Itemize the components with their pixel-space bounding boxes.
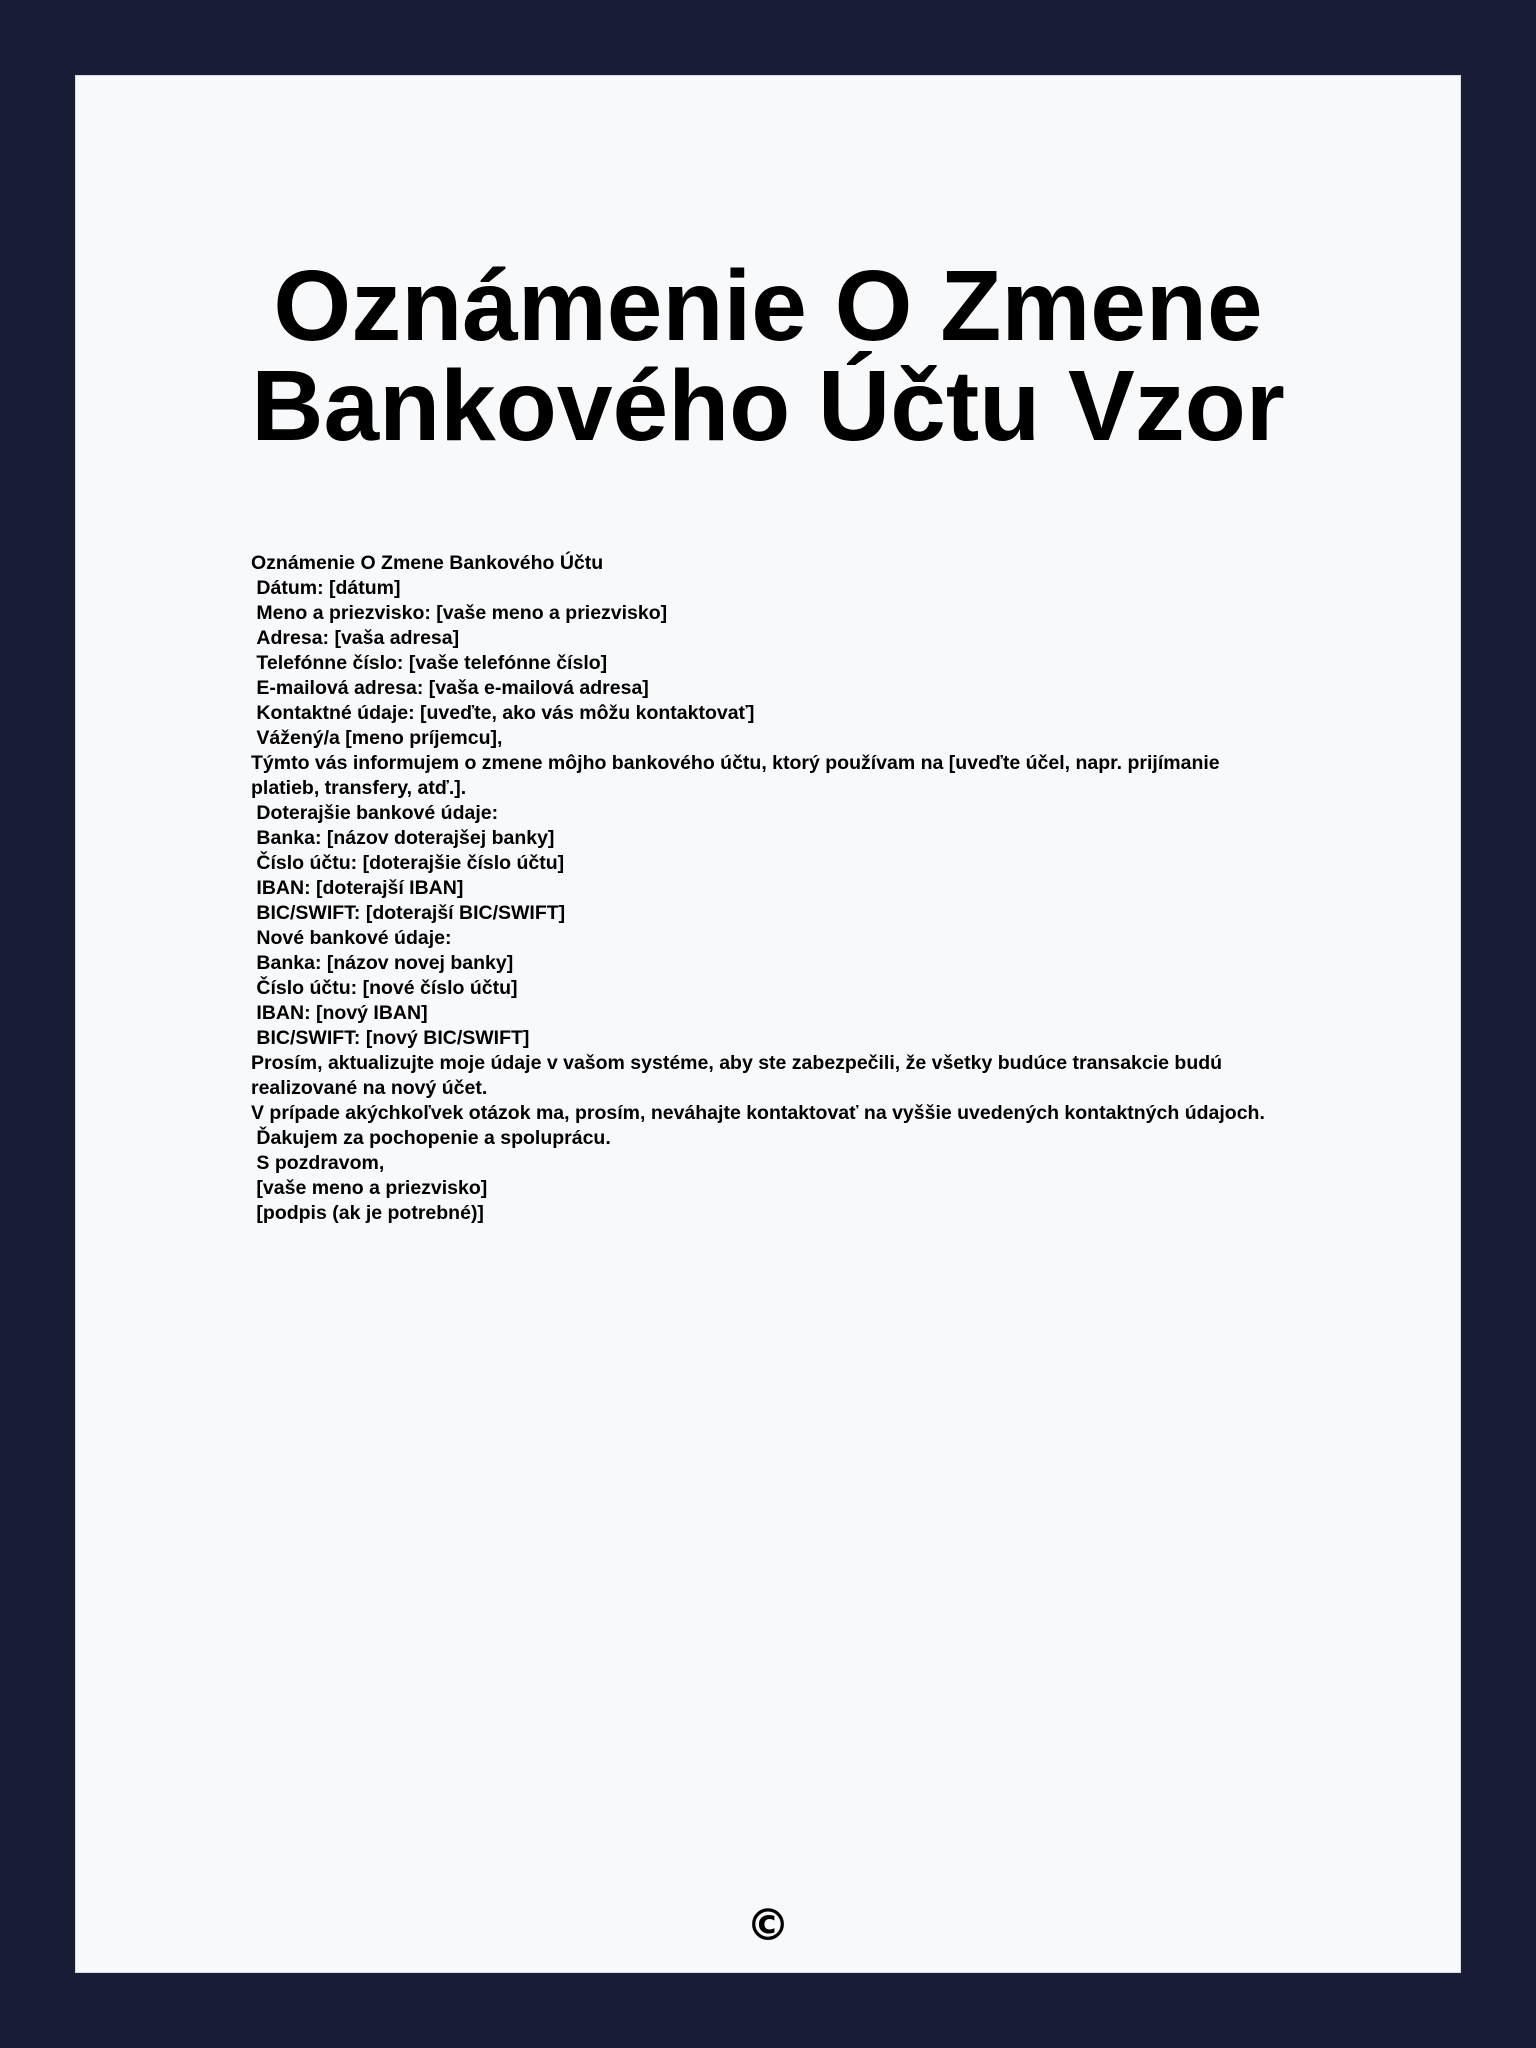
document-line: Nové bankové údaje: (251, 927, 452, 949)
document-line: Kontaktné údaje: [uveďte, ako vás môžu kontaktovať] (251, 702, 755, 724)
document-line: Telefónne číslo: [vaše telefónne číslo] (251, 652, 608, 674)
document-line: Prosím, aktualizujte moje údaje v vašom systéme, aby ste zabezpečili, že všetky budúce transakcie budú realizované na nový účet. (251, 1052, 1228, 1099)
document-body (251, 551, 1281, 1226)
document-line: Banka: [názov doterajšej banky] (251, 827, 555, 849)
document-line: Adresa: [vaša adresa] (251, 627, 460, 649)
document-line: Ďakujem za pochopenie a spoluprácu. (251, 1127, 611, 1149)
document-line: [podpis (ak je potrebné)] (251, 1202, 484, 1224)
document-line: Banka: [názov novej banky] (251, 952, 514, 974)
copyright-symbol: © (746, 1900, 790, 1951)
document-line: E-mailová adresa: [vaša e-mailová adresa] (251, 677, 649, 699)
document-line: BIC/SWIFT: [nový BIC/SWIFT] (251, 1027, 530, 1049)
document-line: IBAN: [doterajší IBAN] (251, 877, 464, 899)
document-line: Meno a priezvisko: [vaše meno a priezvisko] (251, 602, 668, 624)
document-line: [vaše meno a priezvisko] (251, 1177, 488, 1199)
document-line: V prípade akýchkoľvek otázok ma, prosím, neváhajte kontaktovať na vyššie uvedených kontaktných údajoch. (251, 1102, 1265, 1124)
document-line: IBAN: [nový IBAN] (251, 1002, 428, 1024)
document-line: S pozdravom, (251, 1152, 385, 1174)
document-line: Číslo účtu: [nové číslo účtu] (251, 977, 518, 999)
document-line: Oznámenie O Zmene Bankového Účtu (251, 552, 604, 574)
document-line: Týmto vás informujem o zmene môjho bankového účtu, ktorý používam na [uveďte účel, napr. prijímanie platieb, transfery, atď.]. (251, 752, 1226, 799)
document-line: BIC/SWIFT: [doterajší BIC/SWIFT] (251, 902, 566, 924)
document-title: Oznámenie O Zmene Bankového Účtu Vzor (251, 250, 1285, 462)
document-line: Doterajšie bankové údaje: (251, 802, 499, 824)
document-page (75, 75, 1461, 1973)
document-line: Vážený/a [meno príjemcu], (251, 727, 503, 749)
document-line: Číslo účtu: [doterajšie číslo účtu] (251, 852, 565, 874)
document-line: Dátum: [dátum] (251, 577, 401, 599)
